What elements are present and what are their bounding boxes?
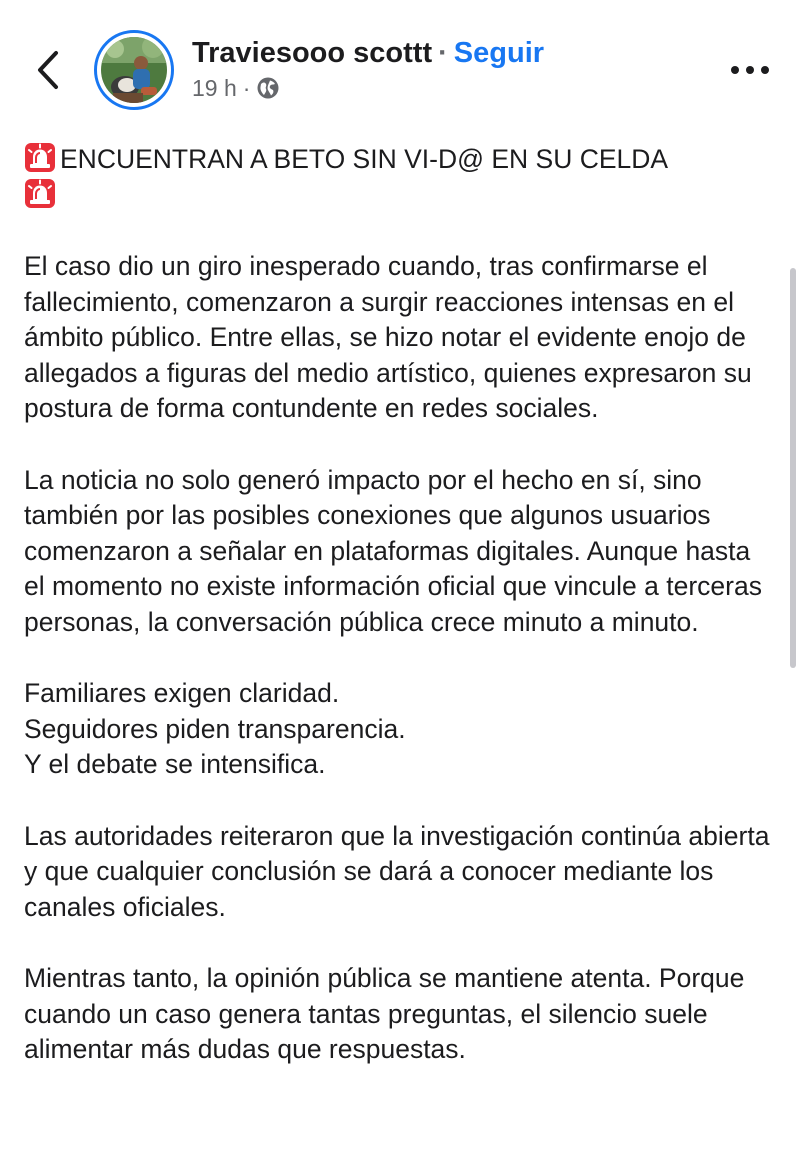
police-siren-icon: [24, 142, 56, 173]
author-name[interactable]: Traviesooo scottt: [192, 37, 433, 69]
post-paragraph: Las autoridades reiteraron que la investigación continúa abierta y que cualquier conclusión se dará a conocer mediante los canales oficiales.: [24, 820, 770, 922]
post-paragraph: El caso dio un giro inesperado cuando, tras confirmarse el fallecimiento, comenzaron a surgir reacciones intensas en el ámbito público. Entre ellas, se hizo notar el evidente enojo de allegados a figuras del medio artístico, quienes expresaron su postura de forma contundente en redes sociales.: [24, 251, 752, 423]
meta-separator: ·: [242, 75, 251, 101]
post-paragraph: Familiares exigen claridad. Seguidores piden transparencia. Y el debate se intensifica.: [24, 678, 406, 779]
post-header: [0, 0, 800, 130]
headline-text: ENCUENTRAN A BETO SIN VI-D@ EN SU CELDA: [60, 144, 669, 174]
back-button[interactable]: [28, 48, 68, 92]
post-meta: [192, 74, 280, 102]
globe-icon: [256, 76, 280, 100]
post-paragraph: La noticia no solo generó impacto por el hecho en sí, sino también por las posibles conexiones que algunos usuarios comenzaron a señalar en plataformas digitales. Aunque hasta el momento no existe información oficial que vincule a terceras personas, la conversación pública crece minuto a minuto.: [24, 464, 762, 637]
avatar-photo: [101, 37, 167, 103]
police-siren-icon: [24, 178, 56, 209]
author-line: [192, 36, 544, 70]
follow-button[interactable]: Seguir: [453, 37, 545, 69]
chevron-left-icon: [35, 49, 61, 91]
avatar[interactable]: [94, 30, 174, 110]
more-horizontal-icon: [730, 65, 770, 75]
post-timestamp[interactable]: 19 h: [192, 75, 237, 101]
scrollbar[interactable]: [790, 268, 796, 668]
more-options-button[interactable]: [728, 56, 772, 84]
post-text: [24, 142, 774, 1104]
author-separator: ·: [438, 37, 448, 69]
post-paragraph: Mientras tanto, la opinión pública se mantiene atenta. Porque cuando un caso genera tantas preguntas, el silencio suele alimentar más dudas que respuestas.: [24, 963, 745, 1064]
post-headline: [24, 142, 774, 213]
